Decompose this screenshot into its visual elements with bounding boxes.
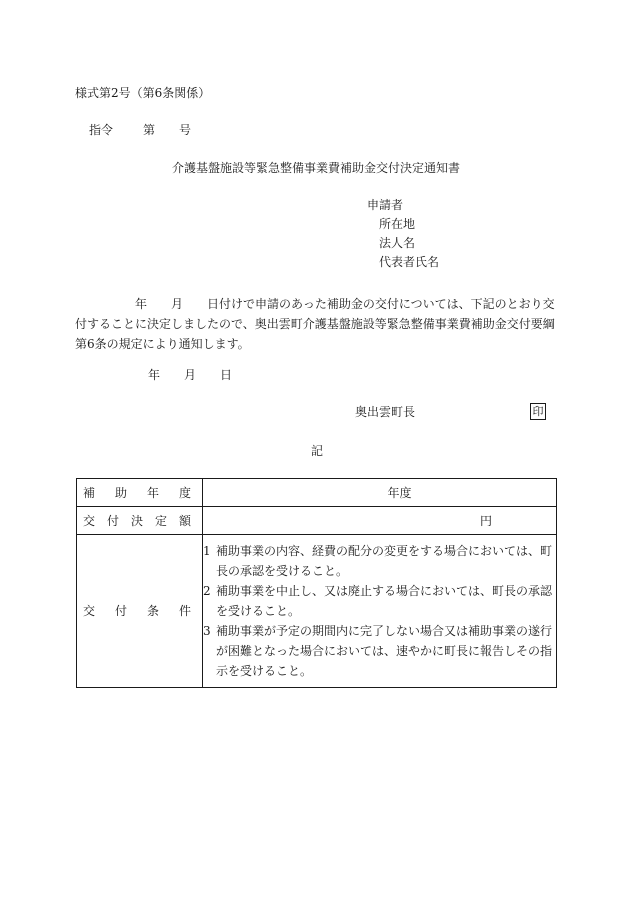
order-go: 号: [179, 123, 192, 137]
order-number-line: [89, 124, 191, 136]
table-row: [77, 507, 557, 535]
order-prefix: 指令: [89, 123, 114, 137]
table-row: [77, 479, 557, 507]
grant-details-table: [76, 478, 557, 688]
grant-amount-label: 交 付 決 定 額: [77, 507, 203, 535]
subsidy-year-value: 年度: [203, 479, 557, 507]
notice-body-line: 年 月 日付けで申請のあった補助金の交付については、下記のとおり交: [75, 297, 555, 311]
grant-conditions-value: [203, 535, 557, 688]
ki-heading: 記: [311, 444, 324, 458]
notice-body-line: 第6条の規定により通知します。: [75, 337, 250, 351]
notice-body-line: 付することに決定しましたので、奥出雲町介護基盤施設等緊急整備事業費補助金交付要綱: [75, 317, 555, 331]
issuer-name: 奥出雲町長: [355, 405, 416, 419]
applicant-label: 申請者: [367, 198, 404, 212]
order-dai: 第: [143, 123, 156, 137]
list-item: 2 補助事業を中止し、又は廃止する場合においては、町長の承認を受けること。: [203, 584, 553, 618]
list-item: 1 補助事業の内容、経費の配分の変更をする場合においては、町長の承認を受けること。: [203, 544, 553, 578]
notice-body: [75, 294, 555, 354]
grant-conditions-label: 交 付 条 件: [77, 535, 203, 688]
notice-date: 年 月 日: [148, 368, 233, 382]
subsidy-year-label: 補 助 年 度: [77, 479, 203, 507]
applicant-address-label: 所在地: [379, 217, 416, 231]
document-title: 介護基盤施設等緊急整備事業費補助金交付決定通知書: [172, 161, 461, 175]
applicant-corporation-label: 法人名: [379, 236, 416, 250]
seal-box: 印: [530, 403, 546, 420]
grant-amount-value: 円: [203, 507, 557, 535]
form-number: 様式第2号（第6条関係）: [75, 86, 211, 100]
table-row: [77, 535, 557, 688]
applicant-representative-label: 代表者氏名: [379, 255, 440, 269]
list-item: 3 補助事業が予定の期間内に完了しない場合又は補助事業の遂行が困難となった場合においては、速やかに町長に報告しその指示を受けること。: [203, 624, 553, 678]
